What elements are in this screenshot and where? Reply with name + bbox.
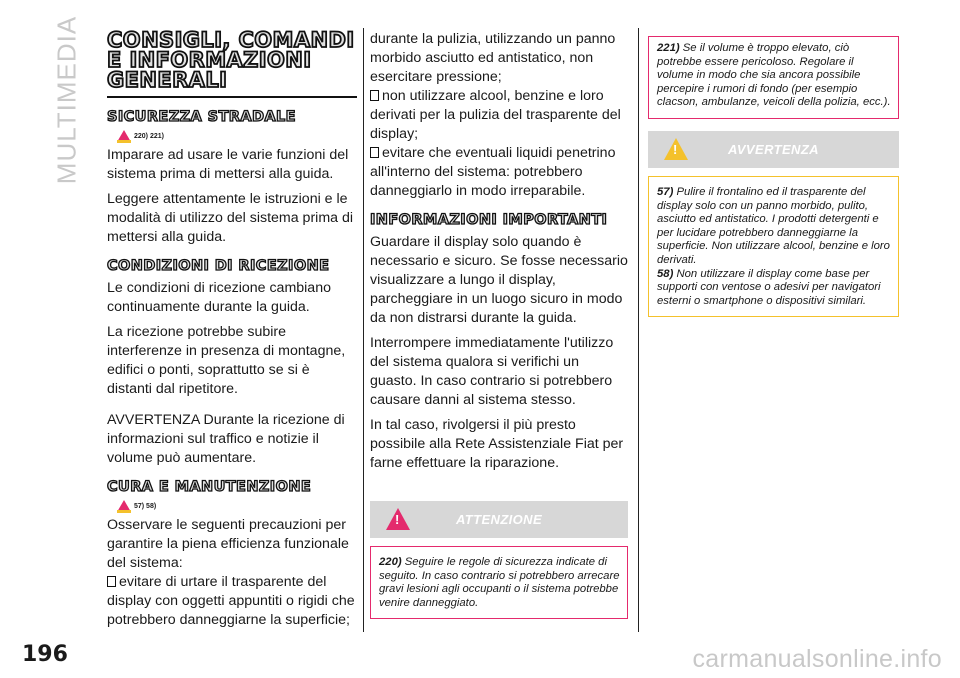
warning-ref bbox=[117, 500, 357, 512]
bullet-item: non utilizzare alcool, benzine e loro derivati per la pulizia del trasparente del display; bbox=[370, 88, 621, 142]
paragraph: Guardare il display solo quando è necessario e sicuro. Se fosse necessario visualizzare a lungo il display, parcheggiare in un luogo sicuro in modo da non distrarsi durante la guida. bbox=[370, 234, 628, 326]
warning-triangle-icon: ! bbox=[386, 508, 410, 530]
note-number: 57) bbox=[657, 185, 674, 198]
warning-ref bbox=[117, 130, 357, 142]
section-title-cura: CURA E MANUTENZIONE bbox=[107, 479, 312, 495]
warning-ref-numbers: 57) 58) bbox=[134, 502, 157, 510]
note-text: Seguire le regole di sicurezza indicate di seguito. In caso contrario si potrebbero arrecare gravi lesioni agli occupanti o il sistema potrebbe venire danneggiato. bbox=[379, 556, 620, 609]
note-number: 220) bbox=[379, 556, 402, 568]
paragraph: AVVERTENZA Durante la ricezione di informazioni sul traffico e notizie il volume può aumentare. bbox=[107, 412, 345, 466]
main-title: CONSIGLI, COMANDI E INFORMAZIONI GENERALI bbox=[107, 28, 355, 92]
warning-triangle-icon bbox=[117, 130, 131, 142]
note-number: 221) bbox=[657, 42, 680, 54]
section-title-ricezione: CONDIZIONI DI RICEZIONE bbox=[107, 258, 330, 274]
title-rule bbox=[107, 96, 357, 98]
checkbox-bullet-icon bbox=[370, 90, 379, 101]
paragraph: In tal caso, rivolgersi il più presto possibile alla Rete Assistenziale Fiat per farne effettuare la riparazione. bbox=[370, 417, 624, 471]
paragraph: Interrompere immediatamente l'utilizzo del sistema qualora si verifichi un guasto. In caso contrario si potrebbero causare danni al sistema stesso. bbox=[370, 335, 614, 408]
section-title-informazioni: INFORMAZIONI IMPORTANTI bbox=[370, 212, 608, 228]
warning-ref-numbers: 220) 221) bbox=[134, 132, 164, 140]
warning-triangle-icon bbox=[117, 500, 131, 512]
attention-header bbox=[370, 501, 628, 538]
note-box-221 bbox=[648, 36, 899, 119]
column-2 bbox=[370, 30, 628, 619]
note-text: Se il volume è troppo elevato, ciò potrebbe essere pericoloso. Regolare il volume in modo che sia ancora possibile percepire i rumori di fondo (per esempio clacson, ambulanze, veicoli della polizia, ecc.). bbox=[657, 42, 891, 109]
side-section-label: MULTIMEDIA bbox=[51, 15, 82, 185]
advisory-box bbox=[648, 176, 899, 317]
paragraph: Osservare le seguenti precauzioni per garantire la piena efficienza funzionale del sistema: bbox=[107, 517, 349, 571]
checkbox-bullet-icon bbox=[107, 576, 116, 587]
page-number: 196 bbox=[22, 642, 68, 667]
column-divider-1 bbox=[363, 28, 364, 632]
checkbox-bullet-icon bbox=[370, 147, 379, 158]
section-title-sicurezza: SICUREZZA STRADALE bbox=[107, 109, 296, 125]
advisory-title: AVVERTENZA bbox=[728, 141, 819, 157]
column-1 bbox=[107, 30, 357, 630]
paragraph: Imparare ad usare le varie funzioni del sistema prima di mettersi alla guida. bbox=[107, 147, 349, 182]
attention-title: ATTENZIONE bbox=[455, 512, 543, 527]
paragraph: La ricezione potrebbe subire interferenze in presenza di montagne, edifici o ponti, soprattutto se si è distanti dal ripetitore. bbox=[107, 324, 346, 397]
column-divider-2 bbox=[638, 28, 639, 632]
paragraph: durante la pulizia, utilizzando un panno morbido asciutto ed antistatico, non esercitare pressione; bbox=[370, 31, 616, 85]
note-text: Non utilizzare il display come base per supporti con ventose o adesivi per navigatori esterni o smartphone o dispositivi similari. bbox=[657, 267, 881, 307]
attention-box bbox=[370, 546, 628, 619]
side-section-tab bbox=[51, 15, 82, 185]
note-text: Pulire il frontalino ed il trasparente del display solo con un panno morbido, pulito, asciutto ed antistatico. I prodotti detergenti e per lucidare potrebbero danneggiarne la superficie. Non utilizzare alcool, benzine e loro derivati. bbox=[657, 185, 890, 266]
column-3 bbox=[648, 36, 899, 317]
bullet-item: evitare di urtare il trasparente del display con oggetti appuntiti o rigidi che potrebbero danneggiarne la superficie; bbox=[107, 574, 355, 628]
watermark: carmanualsonline.info bbox=[692, 645, 942, 673]
paragraph: Leggere attentamente le istruzioni e le modalità di utilizzo del sistema prima di mettersi alla guida. bbox=[107, 191, 354, 245]
caution-triangle-icon: ! bbox=[664, 138, 688, 160]
paragraph: Le condizioni di ricezione cambiano continuamente durante la guida. bbox=[107, 280, 331, 315]
advisory-header bbox=[648, 131, 899, 168]
bullet-item: evitare che eventuali liquidi penetrino all'interno del sistema: potrebbero danneggiarlo in modo irreparabile. bbox=[370, 145, 616, 199]
note-number: 58) bbox=[657, 267, 674, 280]
